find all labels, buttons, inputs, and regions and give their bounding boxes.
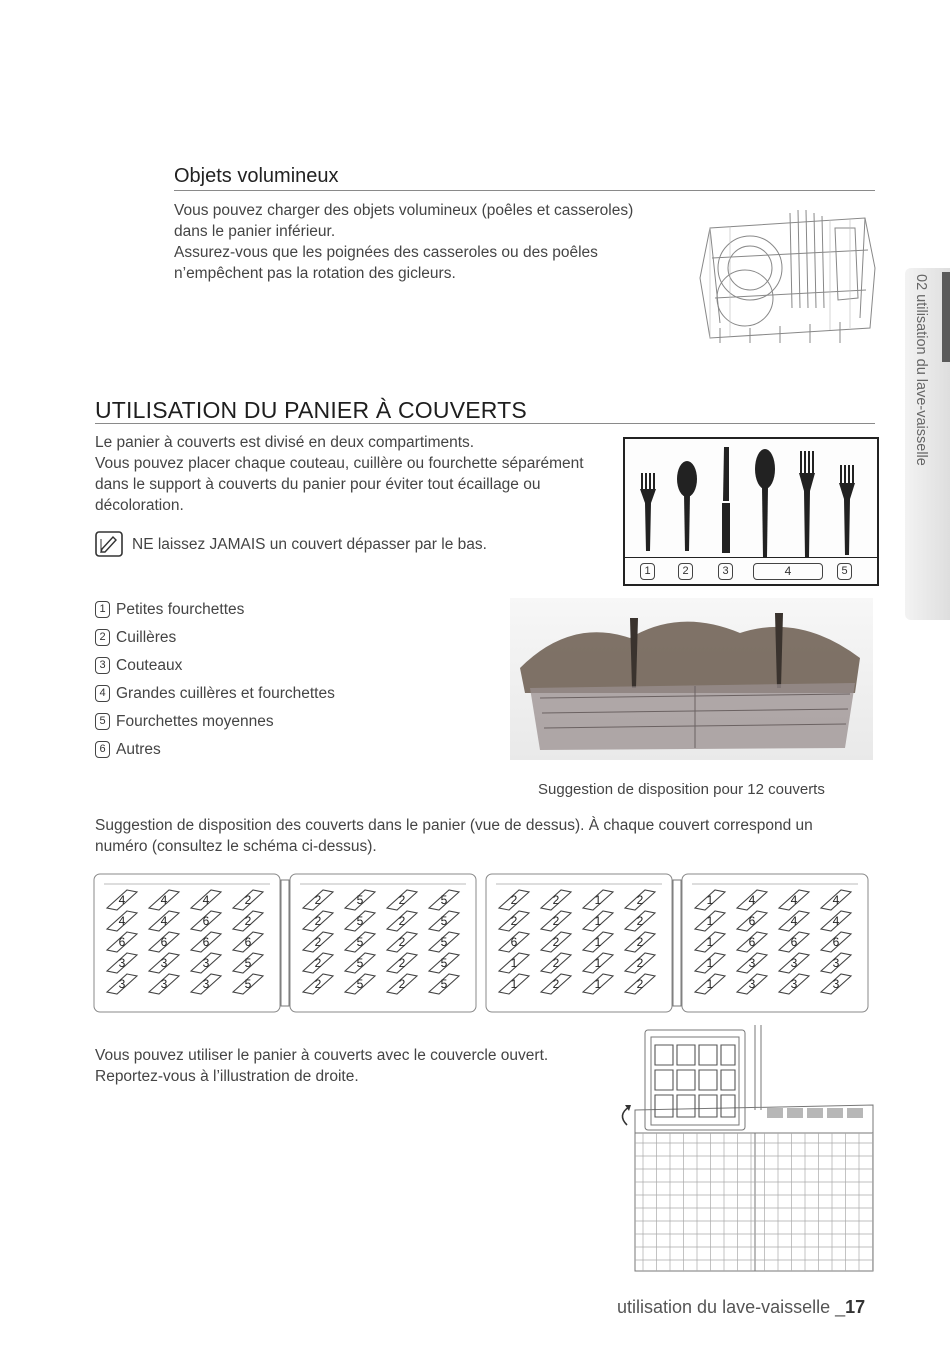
slot-number: 5	[440, 956, 448, 970]
slot-number: 2	[398, 914, 406, 928]
cutlery-number-label: 5	[837, 563, 852, 580]
cutlery-basket-photo	[510, 598, 873, 760]
text-line: décoloration.	[95, 497, 184, 514]
legend-item	[95, 713, 335, 741]
text-line: n’empêchent pas la rotation des gicleurs.	[174, 265, 456, 282]
page-footer	[617, 1297, 865, 1318]
slot-number: 2	[510, 893, 518, 907]
slot-number: 6	[748, 935, 756, 949]
slot-number: 2	[244, 914, 252, 928]
slot-number: 6	[160, 935, 168, 949]
legend-label: Autres	[116, 741, 161, 758]
slot-number: 1	[706, 893, 714, 907]
chapter-tab-label: 02 utilisation du lave-vaisselle	[913, 274, 929, 466]
cutlery-number-label: 2	[678, 563, 693, 580]
slot-number: 1	[510, 956, 518, 970]
slot-number: 1	[706, 956, 714, 970]
legend-number: 5	[95, 713, 110, 730]
slot-number: 4	[790, 893, 798, 907]
text-line: Vous pouvez placer chaque couteau, cuillère ou fourchette séparément	[95, 455, 584, 472]
slot-number: 1	[594, 914, 602, 928]
basket-compartment	[94, 874, 280, 1012]
slot-number: 1	[594, 935, 602, 949]
footer-section-title: utilisation du lave-vaisselle _	[617, 1297, 846, 1317]
basket-with-open-lid-illustration	[615, 1025, 877, 1273]
slot-number: 2	[552, 893, 560, 907]
photo-caption: Suggestion de disposition pour 12 couverts	[538, 781, 825, 798]
slot-number: 3	[790, 977, 798, 991]
basket-handle	[281, 880, 289, 1006]
legend-item	[95, 741, 335, 769]
section-heading-cutlery-basket: UTILISATION DU PANIER À COUVERTS	[95, 397, 527, 423]
text-line: Le panier à couverts est divisé en deux compartiments.	[95, 434, 475, 451]
slot-number: 3	[202, 977, 210, 991]
slot-number: 6	[118, 935, 126, 949]
text-line: Assurez-vous que les poignées des casseroles ou des poêles	[174, 244, 598, 261]
legend-item	[95, 601, 335, 629]
legend-label: Couteaux	[116, 657, 183, 674]
slot-number: 5	[440, 935, 448, 949]
cutlery-number-row	[625, 557, 877, 585]
slot-number: 5	[244, 956, 252, 970]
slot-number: 3	[748, 956, 756, 970]
legend-number: 4	[95, 685, 110, 702]
basket-compartment	[682, 874, 868, 1012]
slot-number: 5	[356, 935, 364, 949]
cutlery-types-illustration	[623, 437, 879, 586]
slot-number: 2	[636, 956, 644, 970]
slot-number: 4	[790, 914, 798, 928]
cutlery-basket-text	[95, 432, 615, 516]
slot-number: 4	[160, 914, 168, 928]
slot-number: 2	[552, 956, 560, 970]
lid-text	[95, 1045, 615, 1087]
slot-number: 6	[202, 914, 210, 928]
slot-number: 4	[118, 914, 126, 928]
bulky-items-text	[174, 200, 694, 284]
slot-number: 3	[832, 977, 840, 991]
slot-number: 5	[356, 956, 364, 970]
slot-number: 5	[356, 893, 364, 907]
photo-drawing	[510, 598, 873, 760]
slot-number: 5	[356, 914, 364, 928]
slot-number: 4	[118, 893, 126, 907]
slot-number: 1	[706, 935, 714, 949]
legend-number: 2	[95, 629, 110, 646]
slot-number: 3	[202, 956, 210, 970]
slot-number: 2	[552, 914, 560, 928]
slot-number: 3	[748, 977, 756, 991]
slot-number: 6	[832, 935, 840, 949]
slot-number: 6	[790, 935, 798, 949]
legend-item	[95, 685, 335, 713]
slot-number: 1	[594, 977, 602, 991]
basket-compartment	[486, 874, 672, 1012]
chapter-tab-marker	[942, 272, 950, 362]
text-line: numéro (consultez le schéma ci-dessus).	[95, 838, 377, 855]
slot-number: 5	[440, 893, 448, 907]
basket-compartment	[290, 874, 476, 1012]
note-icon	[95, 531, 123, 557]
slot-number: 2	[314, 914, 322, 928]
text-line: Suggestion de disposition des couverts dans le panier (vue de dessus). À chaque couvert correspond un	[95, 817, 813, 834]
slot-number: 5	[440, 914, 448, 928]
section-heading-bulky-items: Objets volumineux	[174, 165, 339, 187]
legend-label: Grandes cuillères et fourchettes	[116, 685, 335, 702]
slot-number: 6	[510, 935, 518, 949]
slot-number: 3	[160, 956, 168, 970]
text-line: dans le support à couverts du panier pour éviter tout écaillage ou	[95, 476, 541, 493]
cutlery-legend	[95, 601, 335, 769]
slot-number: 6	[244, 935, 252, 949]
slot-number: 5	[356, 977, 364, 991]
slot-number: 2	[244, 893, 252, 907]
slot-number: 5	[244, 977, 252, 991]
slot-number: 4	[202, 893, 210, 907]
slot-number: 2	[398, 956, 406, 970]
slot-number: 2	[552, 977, 560, 991]
legend-label: Cuillères	[116, 629, 177, 646]
legend-number: 3	[95, 657, 110, 674]
slot-number: 3	[790, 956, 798, 970]
heading-rule	[95, 423, 875, 424]
text-line: Vous pouvez utiliser le panier à couverts avec le couvercle ouvert.	[95, 1047, 549, 1064]
text-line: dans le panier inférieur.	[174, 223, 336, 240]
slot-number: 1	[594, 956, 602, 970]
chapter-side-tab	[905, 268, 950, 620]
slot-number: 6	[202, 935, 210, 949]
text-line: Vous pouvez charger des objets volumineux (poêles et casseroles)	[174, 202, 634, 219]
slot-number: 3	[118, 956, 126, 970]
cutlery-number-label: 4	[753, 563, 823, 580]
slot-number: 4	[748, 893, 756, 907]
slot-number: 2	[314, 977, 322, 991]
legend-label: Petites fourchettes	[116, 601, 245, 618]
slot-number: 2	[636, 977, 644, 991]
slot-number: 4	[832, 893, 840, 907]
slot-number: 1	[706, 914, 714, 928]
page-number: 17	[845, 1297, 866, 1317]
text-line: Reportez-vous à l’illustration de droite.	[95, 1068, 359, 1085]
slot-number: 5	[440, 977, 448, 991]
basket-handle	[673, 880, 681, 1006]
slot-number: 3	[118, 977, 126, 991]
lower-rack-illustration	[690, 198, 880, 348]
slot-number: 3	[160, 977, 168, 991]
top-view-basket-diagram	[92, 872, 875, 1014]
cutlery-number-label: 1	[640, 563, 655, 580]
legend-number: 6	[95, 741, 110, 758]
slot-number: 1	[510, 977, 518, 991]
layout-intro-text	[95, 815, 875, 857]
legend-number: 1	[95, 601, 110, 618]
heading-rule	[174, 190, 875, 191]
slot-number: 2	[314, 956, 322, 970]
slot-number: 4	[160, 893, 168, 907]
slot-number: 2	[636, 935, 644, 949]
note-text: NE laissez JAMAIS un couvert dépasser par le bas.	[132, 536, 487, 553]
slot-number: 2	[552, 935, 560, 949]
legend-item	[95, 657, 335, 685]
legend-label: Fourchettes moyennes	[116, 713, 274, 730]
slot-number: 3	[832, 956, 840, 970]
slot-number: 2	[510, 914, 518, 928]
slot-number: 1	[706, 977, 714, 991]
slot-number: 2	[398, 893, 406, 907]
cutlery-number-label: 3	[718, 563, 733, 580]
legend-item	[95, 629, 335, 657]
slot-number: 4	[832, 914, 840, 928]
slot-number: 2	[314, 935, 322, 949]
slot-number: 6	[748, 914, 756, 928]
slot-number: 2	[398, 935, 406, 949]
slot-number: 1	[594, 893, 602, 907]
slot-number: 2	[636, 893, 644, 907]
slot-number: 2	[398, 977, 406, 991]
slot-number: 2	[636, 914, 644, 928]
slot-number: 2	[314, 893, 322, 907]
